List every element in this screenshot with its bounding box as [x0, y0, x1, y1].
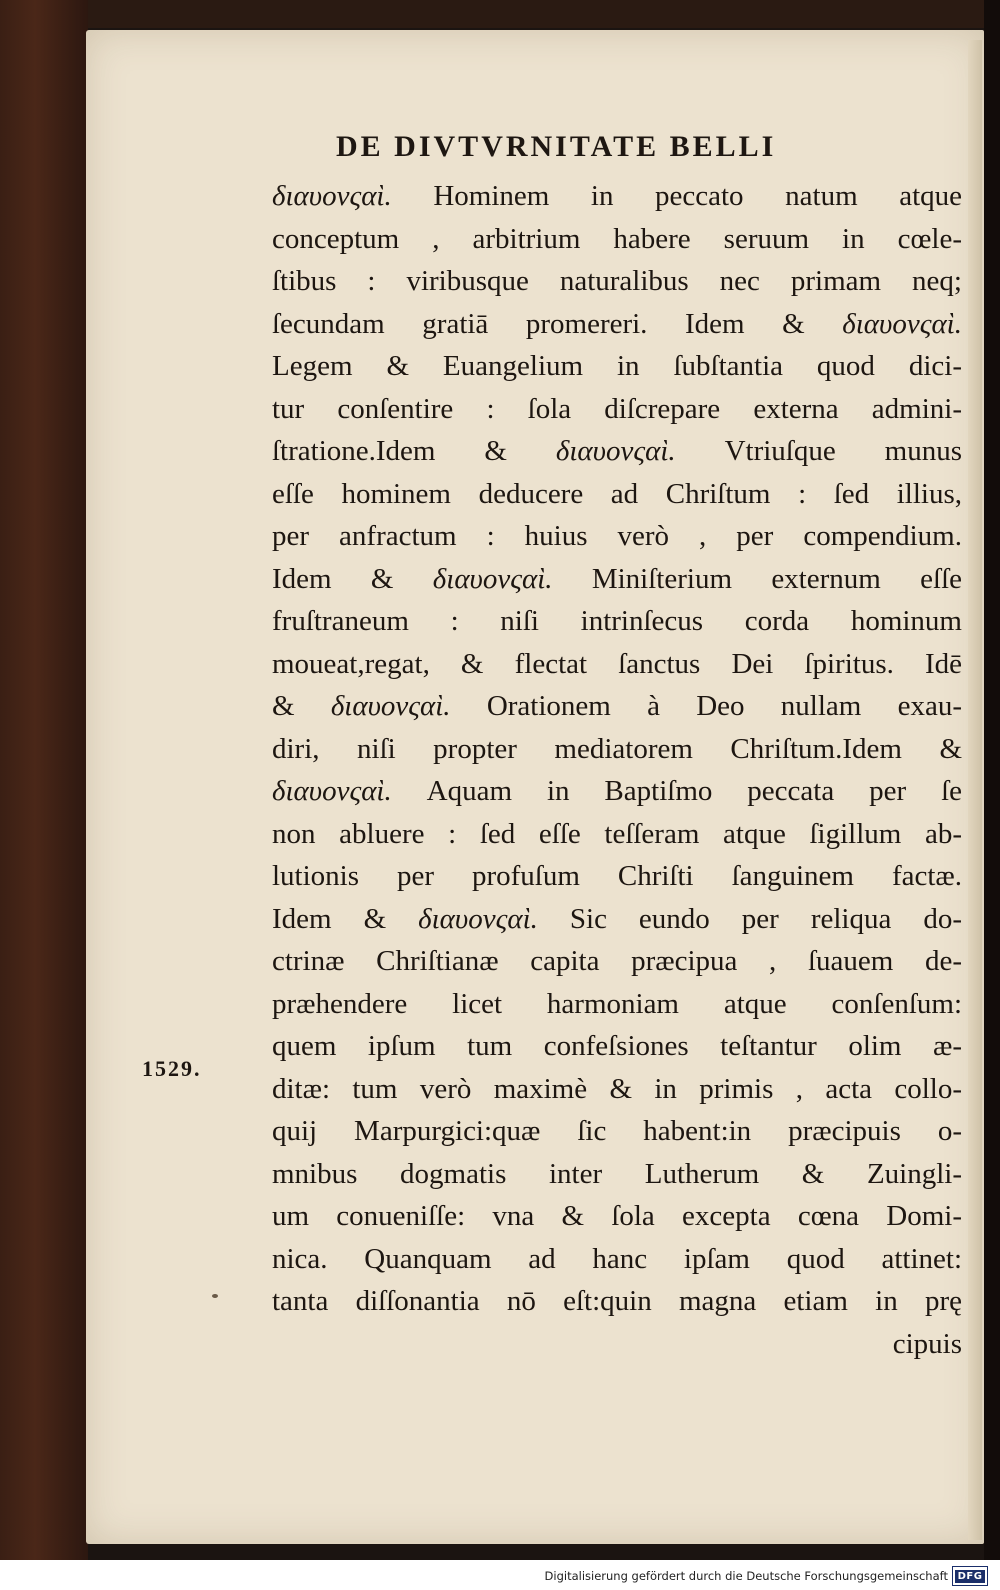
- margin-note-year: 1529.: [142, 1056, 202, 1081]
- text-line: eſſe hominem deducere ad Chriſtum : ſed illius,: [272, 477, 962, 510]
- running-head: DE DIVTVRNITATE BELLI: [336, 130, 777, 163]
- text-line: diri, niſi propter mediatorem Chriſtum.Idem &: [272, 732, 962, 765]
- text-line: Legem & Euangelium in ſubſtantia quod dici-: [272, 350, 962, 382]
- text-line: fruſtraneum : niſi intrinſecus corda hominum: [272, 605, 962, 637]
- text-line: Idem & διαυονςαὶ. Miniſterium externum eſſe: [272, 562, 962, 595]
- text-line: ſecundam gratiā promereri. Idem & διαυονςαὶ.: [272, 307, 962, 340]
- text-line: ſtibus : viribusque naturalibus nec primam neq;: [272, 265, 962, 297]
- text-line: & διαυονςαὶ. Orationem à Deo nullam exau-: [272, 690, 962, 722]
- text-line: ſtratione.Idem & διαυονςαὶ. Vtriuſque munus: [272, 435, 962, 467]
- paper-speck: [212, 1294, 218, 1298]
- text-line: tur conſentire : ſola diſcrepare externa admini-: [272, 392, 962, 425]
- text-line: διαυονςαὶ. Hominem in peccato natum atque: [272, 180, 962, 212]
- dfg-logo-text: DFG: [955, 1570, 986, 1583]
- body-text: [272, 175, 962, 1365]
- text-line: non abluere : ſed eſſe teſſeram atque ſigillum ab-: [272, 817, 962, 850]
- text-line: nica. Quanquam ad hanc ipſam quod attinet:: [272, 1242, 962, 1275]
- dfg-logo: [952, 1566, 988, 1586]
- binding-left: [0, 0, 88, 1560]
- text-line: quem ipſum tum confeſsiones teſtantur olim æ-: [272, 1030, 962, 1062]
- text-line: Idem & διαυονςαὶ. Sic eundo per reliqua do-: [272, 902, 962, 935]
- text-line: ctrinæ Chriſtianæ capita præcipua , ſuauem de-: [272, 945, 962, 977]
- text-line: mnibus dogmatis inter Lutherum & Zuingli-: [272, 1157, 962, 1190]
- text-line: lutionis per profuſum Chriſti ſanguinem factæ.: [272, 860, 962, 892]
- binding-top: [0, 0, 1000, 28]
- text-line: præhendere licet harmoniam atque conſenſum:: [272, 987, 962, 1020]
- text-line: per anfractum : huius verò , per compendium.: [272, 520, 962, 552]
- text-line: um conueniſſe: vna & ſola excepta cœna Domi-: [272, 1200, 962, 1232]
- footer-credit: Digitalisierung gefördert durch die Deutsche Forschungsgemeinschaft: [544, 1569, 948, 1583]
- catchword: cipuis: [892, 1327, 962, 1360]
- binding-right: [984, 0, 1000, 1560]
- page-edge: [968, 40, 982, 1540]
- text-line: moueat,regat, & flectat ſanctus Dei ſpiritus. Idē: [272, 647, 962, 680]
- text-line: tanta diſſonantia nō eſt:quin magna etiam in prę: [272, 1285, 962, 1317]
- text-line: quij Marpurgici:quæ ſic habent:in præcipuis o-: [272, 1115, 962, 1147]
- text-line: ditæ: tum verò maximè & in primis , acta collo-: [272, 1072, 962, 1105]
- text-line: conceptum , arbitrium habere seruum in cœle-: [272, 222, 962, 255]
- text-line: διαυονςαὶ. Aquam in Baptiſmo peccata per ſe: [272, 775, 962, 807]
